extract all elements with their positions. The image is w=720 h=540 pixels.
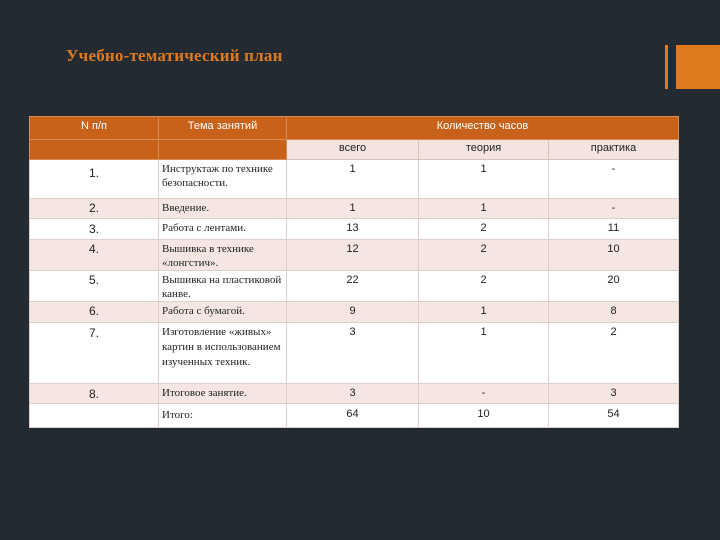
row-topic: Вышивка на пластиковой канве. (159, 271, 287, 302)
row-practice: 54 (549, 404, 679, 428)
row-theory: 2 (419, 271, 549, 302)
subheader-total: всего (287, 140, 419, 160)
row-total: 64 (287, 404, 419, 428)
row-num: 1. (30, 160, 159, 199)
row-theory: - (419, 384, 549, 404)
curriculum-table (29, 116, 679, 428)
table-row (30, 199, 679, 219)
header-topic: Тема занятий (159, 117, 287, 140)
table-row (30, 271, 679, 302)
row-total: 13 (287, 219, 419, 240)
row-theory: 10 (419, 404, 549, 428)
table-row (30, 160, 679, 199)
accent-bar-thick (676, 45, 720, 89)
table-subheader-row (30, 140, 679, 160)
subheader-practice: практика (549, 140, 679, 160)
row-practice: - (549, 160, 679, 199)
row-num: 2. (30, 199, 159, 219)
row-topic: Работа с бумагой. (159, 302, 287, 323)
row-topic: Введение. (159, 199, 287, 219)
subheader-empty (30, 140, 159, 160)
row-topic: Инструктаж по технике безопасности. (159, 160, 287, 199)
row-topic: Вышивка в технике «лонгстич». (159, 240, 287, 271)
header-num: N п/п (30, 117, 159, 140)
table-row (30, 219, 679, 240)
row-num: 7. (30, 323, 159, 384)
row-num: 5. (30, 271, 159, 302)
row-practice: 20 (549, 271, 679, 302)
row-num: 4. (30, 240, 159, 271)
row-theory: 1 (419, 160, 549, 199)
row-total: 22 (287, 271, 419, 302)
slide-title: Учебно-тематический план (66, 46, 283, 65)
row-practice: - (549, 199, 679, 219)
table-header-row (30, 117, 679, 140)
subheader-theory: теория (419, 140, 549, 160)
accent-bar-thin (665, 45, 668, 89)
table-row (30, 384, 679, 404)
row-topic: Работа с лентами. (159, 219, 287, 240)
row-practice: 11 (549, 219, 679, 240)
row-total: 3 (287, 384, 419, 404)
table-row (30, 323, 679, 384)
header-hours: Количество часов (287, 117, 679, 140)
row-topic: Изготовление «живых» картин в использованием изученных техник. (159, 323, 287, 384)
row-total: 1 (287, 160, 419, 199)
row-topic: Итого: (159, 404, 287, 428)
row-num: 3. (30, 219, 159, 240)
row-theory: 2 (419, 240, 549, 271)
table-row-total (30, 404, 679, 428)
row-practice: 3 (549, 384, 679, 404)
row-theory: 1 (419, 199, 549, 219)
row-theory: 1 (419, 323, 549, 384)
row-num: 8. (30, 384, 159, 404)
row-theory: 2 (419, 219, 549, 240)
row-practice: 2 (549, 323, 679, 384)
row-num (30, 404, 159, 428)
row-theory: 1 (419, 302, 549, 323)
table-row (30, 240, 679, 271)
row-total: 1 (287, 199, 419, 219)
row-topic: Итоговое занятие. (159, 384, 287, 404)
row-total: 9 (287, 302, 419, 323)
row-practice: 8 (549, 302, 679, 323)
row-total: 3 (287, 323, 419, 384)
subheader-empty (159, 140, 287, 160)
row-total: 12 (287, 240, 419, 271)
table-row (30, 302, 679, 323)
row-num: 6. (30, 302, 159, 323)
row-practice: 10 (549, 240, 679, 271)
